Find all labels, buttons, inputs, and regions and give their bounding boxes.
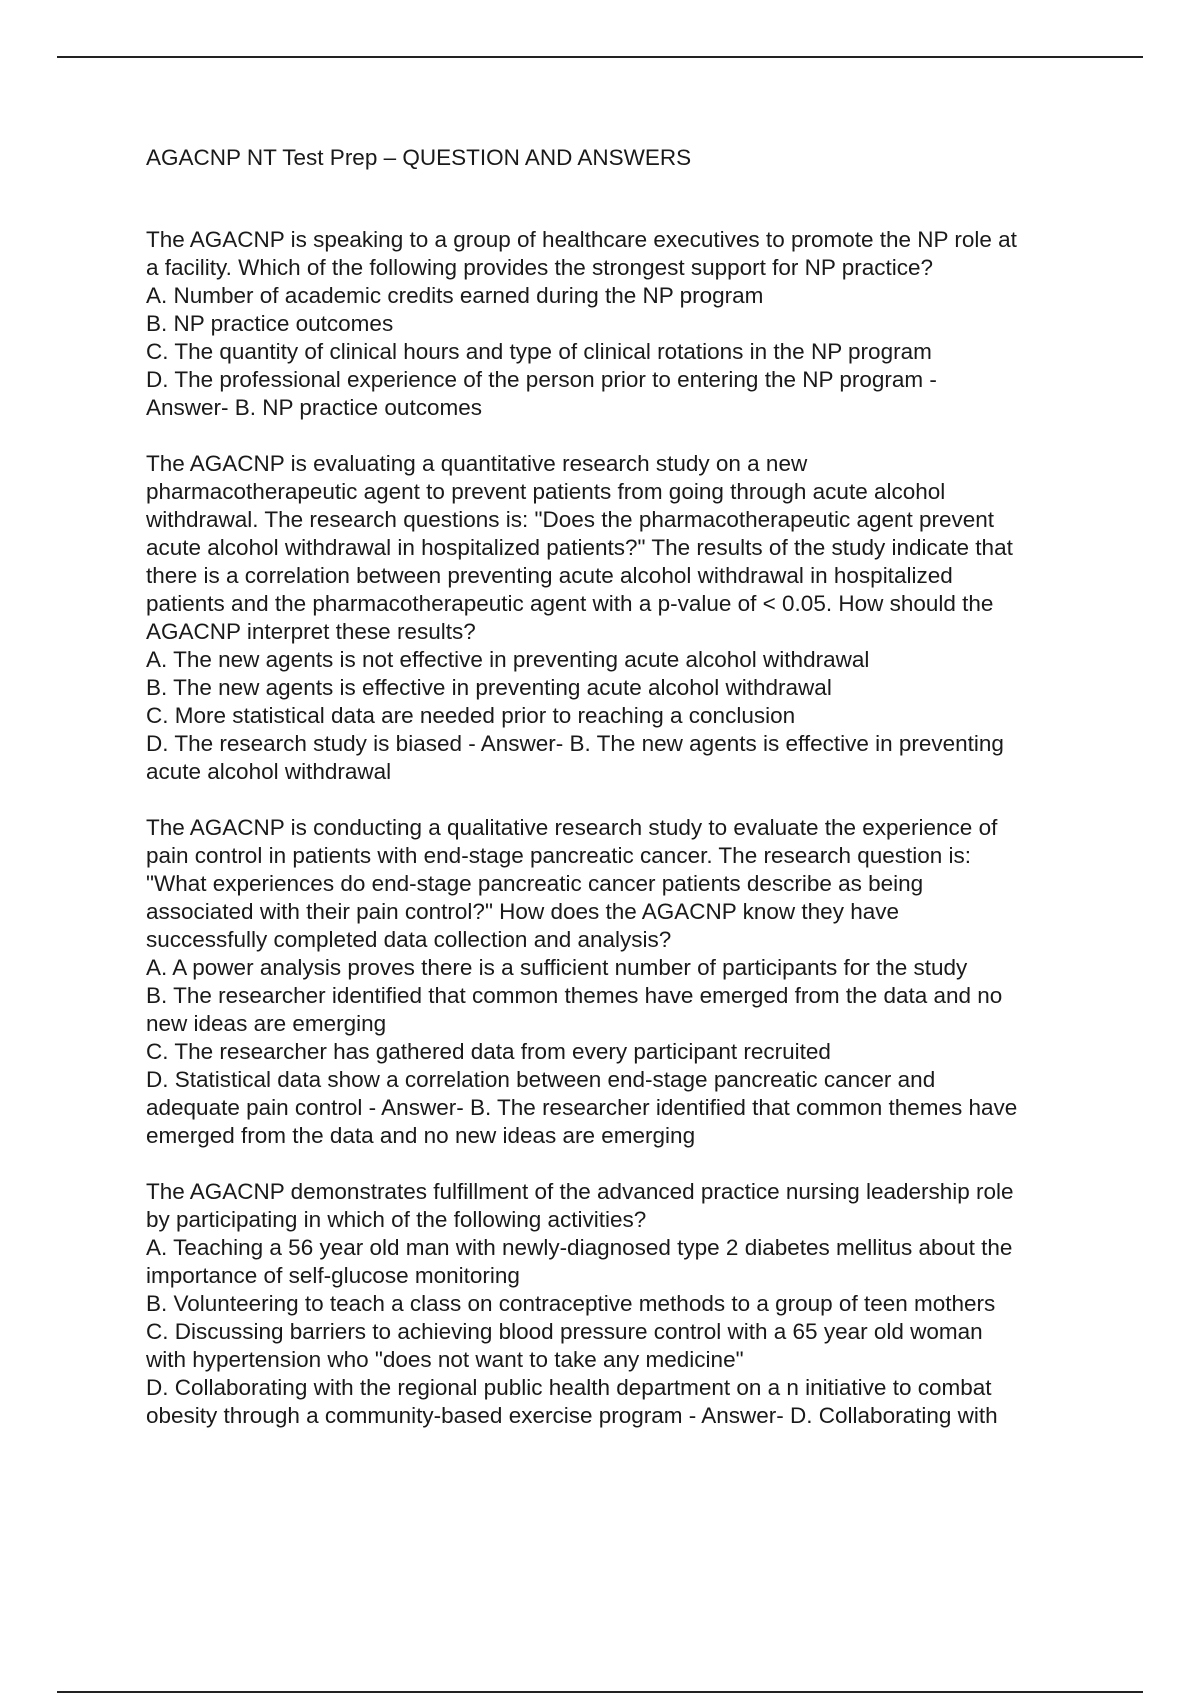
question-stem: The AGACNP is evaluating a quantitative research study on a new pharmacotherapeutic agent to prevent patients from going through acute alcohol withdrawal. The research questions is: "Does the pharmacotherapeutic agent prevent acute alcohol withdrawal in hospitalized patients?" The results of the study indicate that there is a correlation between preventing acute alcohol withdrawal in hospitalized patients and the pharmacotherapeutic agent with a p-value of < 0.05. How should the AGACNP interpret these results? (146, 451, 1013, 644)
answer-option-a: A. A power analysis proves there is a sufficient number of participants for the study (146, 955, 968, 980)
document-body (146, 144, 1091, 1458)
question-block-2 (146, 450, 1091, 786)
answer-option-d: D. The professional experience of the person prior to entering the NP program - Answer- B. NP practice outcomes (146, 367, 937, 420)
answer-option-b: B. NP practice outcomes (146, 311, 394, 336)
question-stem: The AGACNP demonstrates fulfillment of the advanced practice nursing leadership role by participating in which of the following activities? (146, 1179, 1014, 1232)
question-block-1 (146, 226, 1091, 422)
answer-option-c: C. Discussing barriers to achieving blood pressure control with a 65 year old woman with hypertension who "does not want to take any medicine" (146, 1319, 983, 1372)
answer-option-b: B. The new agents is effective in preventing acute alcohol withdrawal (146, 675, 832, 700)
answer-option-a: A. The new agents is not effective in preventing acute alcohol withdrawal (146, 647, 870, 672)
question-stem: The AGACNP is speaking to a group of healthcare executives to promote the NP role at a facility. Which of the following provides the strongest support for NP practice? (146, 227, 1017, 280)
question-stem: The AGACNP is conducting a qualitative research study to evaluate the experience of pain control in patients with end-stage pancreatic cancer. The research question is: "What experiences do end-stage pancreatic cancer patients describe as being associated with their pain control?" How does the AGACNP know they have successfully completed data collection and analysis? (146, 815, 998, 952)
answer-option-d: D. Collaborating with the regional public health department on a n initiative to combat obesity through a community-based exercise program - Answer- D. Collaborating with (146, 1375, 998, 1428)
answer-option-c: C. More statistical data are needed prior to reaching a conclusion (146, 703, 796, 728)
answer-option-a: A. Teaching a 56 year old man with newly-diagnosed type 2 diabetes mellitus about the importance of self-glucose monitoring (146, 1235, 1013, 1288)
footer-rule (57, 1691, 1143, 1693)
answer-option-d: D. The research study is biased - Answer- B. The new agents is effective in preventing acute alcohol withdrawal (146, 731, 1004, 784)
question-block-3 (146, 814, 1091, 1150)
answer-option-c: C. The researcher has gathered data from every participant recruited (146, 1039, 831, 1064)
header-rule (57, 56, 1143, 58)
answer-option-b: B. The researcher identified that common themes have emerged from the data and no new ideas are emerging (146, 983, 1003, 1036)
answer-option-c: C. The quantity of clinical hours and type of clinical rotations in the NP program (146, 339, 932, 364)
answer-option-a: A. Number of academic credits earned during the NP program (146, 283, 764, 308)
question-block-4 (146, 1178, 1091, 1430)
answer-option-b: B. Volunteering to teach a class on contraceptive methods to a group of teen mothers (146, 1291, 996, 1316)
answer-option-d: D. Statistical data show a correlation between end-stage pancreatic cancer and adequate pain control - Answer- B. The researcher identified that common themes have emerged from the data and no new ideas are emerging (146, 1067, 1018, 1148)
document-title: AGACNP NT Test Prep – QUESTION AND ANSWERS (146, 145, 692, 170)
